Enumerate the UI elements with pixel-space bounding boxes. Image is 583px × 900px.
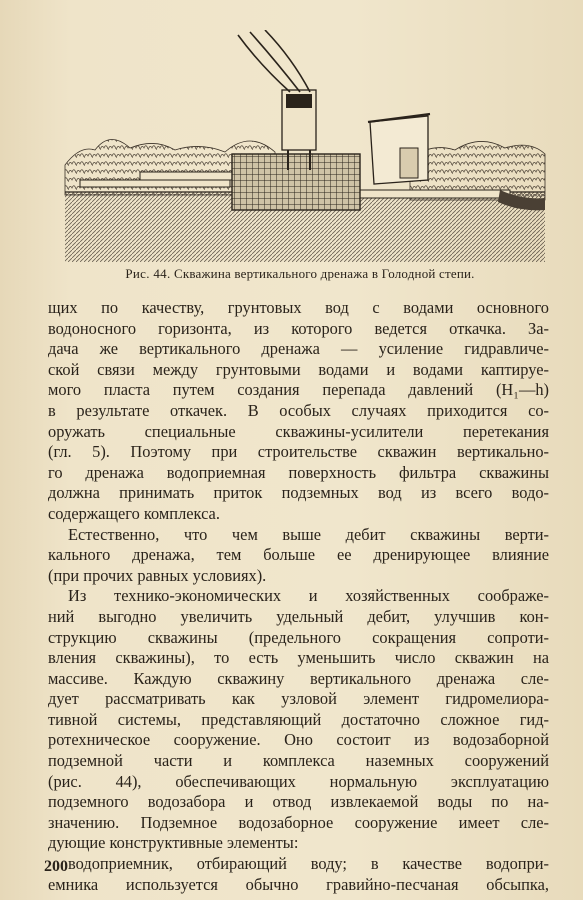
text-line: дача же вертикального дренажа — усиление гидравличе- bbox=[48, 339, 549, 359]
page-number: 200 bbox=[44, 858, 68, 875]
text-line: ской связи между грунтовыми водами и водами каптируе- bbox=[48, 359, 549, 379]
text-line: (при прочих равных условиях). bbox=[48, 565, 267, 585]
text-line: дующие конструктивные элементы: bbox=[48, 833, 299, 853]
text-line: вления скважины), то есть уменьшить число скважин на bbox=[48, 648, 549, 668]
text-line: (рис. 44), обеспечивающих нормальную эксплуатацию bbox=[48, 771, 549, 791]
text-line: оружать специальные скважины-усилители перетекания bbox=[48, 421, 549, 441]
text-line: кального дренажа, тем больше ее дренирующее влияние bbox=[48, 545, 549, 565]
text-line: щих по качеству, грунтовых вод с водами основного bbox=[48, 298, 549, 317]
text-line: Из технико-экономических и хозяйственных соображе- bbox=[68, 586, 549, 606]
text-line: Естественно, что чем выше дебит скважины верти- bbox=[68, 524, 549, 544]
text-line: подземной части и комплекса наземных сооружений bbox=[48, 751, 549, 771]
text-line: водоносного горизонта, из которого ведется откачка. За- bbox=[48, 318, 549, 338]
figure-number: Рис. 44. bbox=[125, 266, 171, 281]
text-line: подземного водозабора и отвод извлекаемой воды по на- bbox=[48, 792, 549, 812]
text-line: массиве. Каждую скважину вертикального дренажа сле- bbox=[48, 668, 549, 688]
text-line: содержащего комплекса. bbox=[48, 503, 220, 523]
text-line: тивной системы, представляющий достаточно сложное гид- bbox=[48, 709, 549, 729]
text-line: мого пласта путем создания перепада давлений (H₁—h) bbox=[48, 380, 549, 400]
text-line: струкцию скважины (предельного сокращения сопроти- bbox=[48, 627, 549, 647]
text-line: значению. Подземное водозаборное сооружение имеет сле- bbox=[48, 812, 549, 832]
text-line: дует рассматривать как узловой элемент гидромелиора- bbox=[48, 689, 549, 709]
text-line: водоприемник, отбирающий воду; в качестве водопри- bbox=[68, 854, 549, 874]
text-line: ний выгодно увеличить удельный дебит, улучшив кон- bbox=[48, 606, 549, 626]
text-line: (гл. 5). Поэтому при строительстве скважин вертикально- bbox=[48, 442, 549, 462]
text-line: в результате откачек. В особых случаях приходится со- bbox=[48, 400, 549, 420]
figure-illustration bbox=[60, 30, 550, 262]
text-line: го дренажа водоприемная поверхность фильтра скважины bbox=[48, 462, 549, 482]
text-line: емника используется обычно гравийно-песчаная обсыпка, bbox=[48, 874, 549, 894]
body-text bbox=[48, 298, 549, 895]
figure-caption bbox=[40, 266, 560, 282]
text-line: ротехническое сооружение. Оно состоит из водозаборной bbox=[48, 730, 549, 750]
well-drainage-engraving bbox=[60, 30, 550, 262]
text-line: должна принимать приток подземных вод из всего водо- bbox=[48, 483, 549, 503]
figure-caption-text: Скважина вертикального дренажа в Голодной степи. bbox=[173, 266, 475, 281]
